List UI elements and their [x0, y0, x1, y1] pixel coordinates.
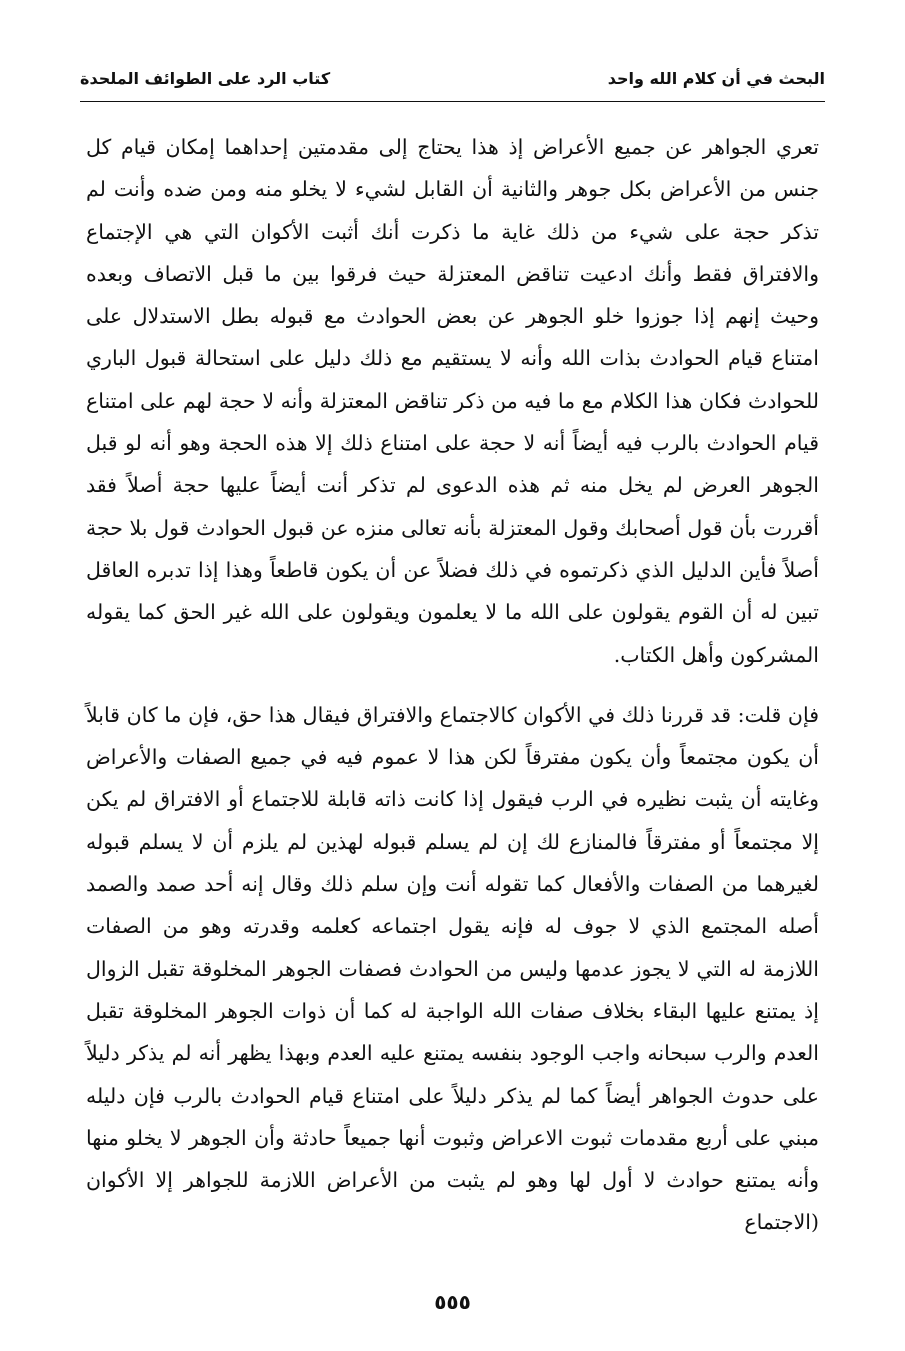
header-section-title: البحث في أن كلام الله واحد	[607, 68, 825, 88]
header-book-title: كتاب الرد على الطوائف الملحدة	[80, 68, 331, 88]
header-divider	[80, 101, 825, 102]
paragraph-2: فإن قلت: قد قررنا ذلك في الأكوان كالاجتماع والافتراق فيقال هذا حق، فإن ما كان قابلاً أن يكون مجتمعاً وأن يكون مفترقاً لكن هذا لا عموم فيه في جميع الصفات والأعراض وغايته أن يثبت نظيره في الرب فيقول إذا كانت ذاته قابلة للاجتماع أو الافتراق لم يكن إلا مجتمعاً أو مفترقاً فالمنازع لك إن لم يسلم قبوله لهذين لم يلزم أن لا يسلم قبوله لغيرهما من الصفات والأفعال كما تقوله أنت وإن سلم ذلك وقال إنه أحد صمد والصمد أصله المجتمع الذي لا جوف له فإنه يقول اجتماعه كعلمه وقدرته وهو من الصفات اللازمة له التي لا يجوز عدمها وليس من الحوادث فصفات الجوهر المخلوقة تقبل الزوال إذ يمتنع عليها البقاء بخلاف صفات الله الواجبة له كما أن ذوات الجوهر المخلوقة تقبل العدم والرب سبحانه واجب الوجود بنفسه يمتنع عليه العدم وبهذا يظهر أنه لم يذكر دليلاً على حدوث الجواهر أيضاً كما لم يذكر دليلاً على امتناع قيام الحوادث بالرب فإن دليله مبني على أربع مقدمات ثبوت الاعراض وثبوت أنها جميعاً حادثة وأن الجوهر لا يخلو منها وأنه يمتنع حوادث لا أول لها وهو لم يثبت من الأعراض اللازمة للجواهر إلا الأكوان (الاجتماع	[86, 702, 819, 1235]
body-text	[86, 126, 819, 1244]
paragraph-1: تعري الجواهر عن جميع الأعراض إذ هذا يحتاج إلى مقدمتين إحداهما إمكان قيام كل جنس من الأعراض بكل جوهر والثانية أن القابل لشيء لا يخلو منه ومن ضده وأنت لم تذكر حجة على شيء من ذلك غاية ما ذكرت أنك أثبت الأكوان التي هي الإجتماع والافتراق فقط وأنك ادعيت تناقض المعتزلة حيث فرقوا بين ما قبل الاتصاف وبعده وحيث إنهم إذا جوزوا خلو الجوهر عن بعض الحوادث مع قبوله بطل الاستدلال على امتناع قيام الحوادث بذات الله وأنه لا يستقيم مع ذلك دليل على استحالة قبول الباري للحوادث فكان هذا الكلام مع ما فيه من ذكر تناقض المعتزلة وأنه لا حجة لهم على امتناع قيام الحوادث بالرب فيه أيضاً أنه لا حجة على امتناع ذلك إلا هذه الحجة وهو أنه لو قبل الجوهر العرض لم يخل منه ثم هذه الدعوى لم تذكر أنت أيضاً عليها حجة أصلاً فقد أقررت بأن قول أصحابك وقول المعتزلة بأنه تعالى منزه عن قبول الحوادث قول بلا حجة أصلاً فأين الدليل الذي ذكرتموه في ذلك فضلاً عن أن يكون قاطعاً وهذا إذا تدبره العاقل تبين له أن القوم يقولون على الله ما لا يعلمون ويقولون على الله غير الحق كما يقوله المشركون وأهل الكتاب.	[86, 135, 819, 667]
page-number: ٥٥٥	[434, 1290, 471, 1314]
running-header	[80, 58, 825, 98]
